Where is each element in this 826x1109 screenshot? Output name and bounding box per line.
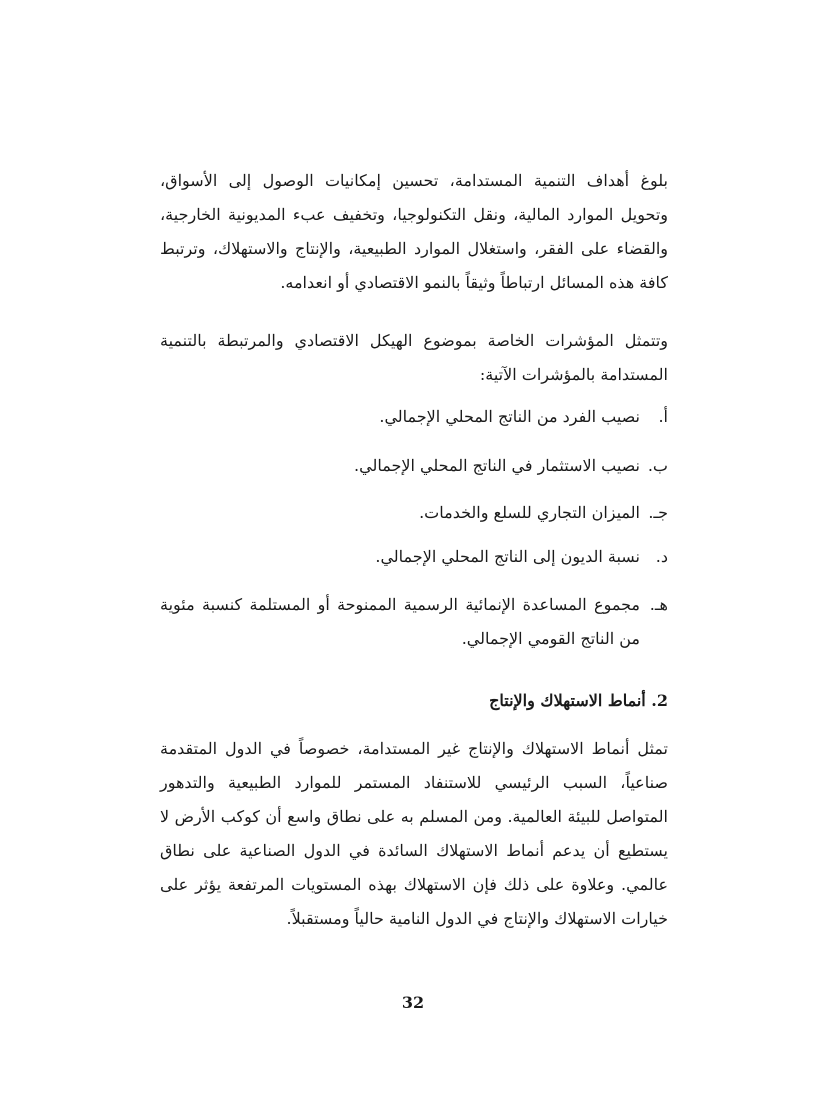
- list-marker: جـ.: [648, 503, 668, 522]
- list-item: [160, 588, 668, 656]
- page-number: 32: [401, 993, 425, 1012]
- list-item: [160, 449, 668, 483]
- list-item: [160, 400, 668, 434]
- paragraph-indicators-intro: وتتمثل المؤشرات الخاصة بموضوع الهيكل الاقتصادي والمرتبطة بالتنمية المستدامة بالمؤشرات الآتية:: [160, 331, 668, 384]
- list-item: [160, 496, 668, 530]
- list-item-text: مجموع المساعدة الإنمائية الرسمية الممنوحة أو المستلمة كنسبة مئوية من الناتج القومي الإجمالي.: [160, 595, 640, 648]
- list-item-text: نصيب الفرد من الناتج المحلي الإجمالي.: [379, 407, 640, 426]
- list-marker: ب.: [647, 456, 668, 475]
- list-item-text: نسبة الديون إلى الناتج المحلي الإجمالي.: [375, 547, 640, 566]
- paragraph-consumption-patterns: تمثل أنماط الاستهلاك والإنتاج غير المستدامة، خصوصاً في الدول المتقدمة صناعياً، السبب الرئيسي للاستنفاد المستمر للموارد الطبيعية والتدهور المتواصل للبيئة العالمية. ومن المسلم به على نطاق واسع أن كوكب الأرض لا يستطيع أن يدعم أنماط الاستهلاك السائدة في الدول الصناعية على نطاق عالمي. وعلاوة على ذلك فإن الاستهلاك بهذه المستويات المرتفعة يؤثر على خيارات الاستهلاك والإنتاج في الدول النامية حالياً ومستقبلاً.: [160, 739, 669, 928]
- list-item-text: نصيب الاستثمار في الناتج المحلي الإجمالي.: [354, 456, 640, 475]
- list-marker: د.: [655, 547, 668, 566]
- paragraph-sustainable-development: بلوغ أهداف التنمية المستدامة، تحسين إمكانيات الوصول إلى الأسواق، وتحويل الموارد المالية، ونقل التكنولوجيا، وتخفيف عبء المديونية الخارجية، والقضاء على الفقر، واستغلال الموارد الطبيعية، والإنتاج والاستهلاك، وترتبط كافة هذه المسائل ارتباطاً وثيقاً بالنمو الاقتصادي أو انعدامه.: [160, 171, 668, 292]
- list-marker: هـ.: [649, 595, 668, 614]
- list-item-text: الميزان التجاري للسلع والخدمات.: [419, 503, 640, 522]
- list-marker: أ.: [658, 407, 668, 426]
- list-item: [160, 540, 668, 574]
- section-heading: 2. أنماط الاستهلاك والإنتاج: [489, 691, 668, 710]
